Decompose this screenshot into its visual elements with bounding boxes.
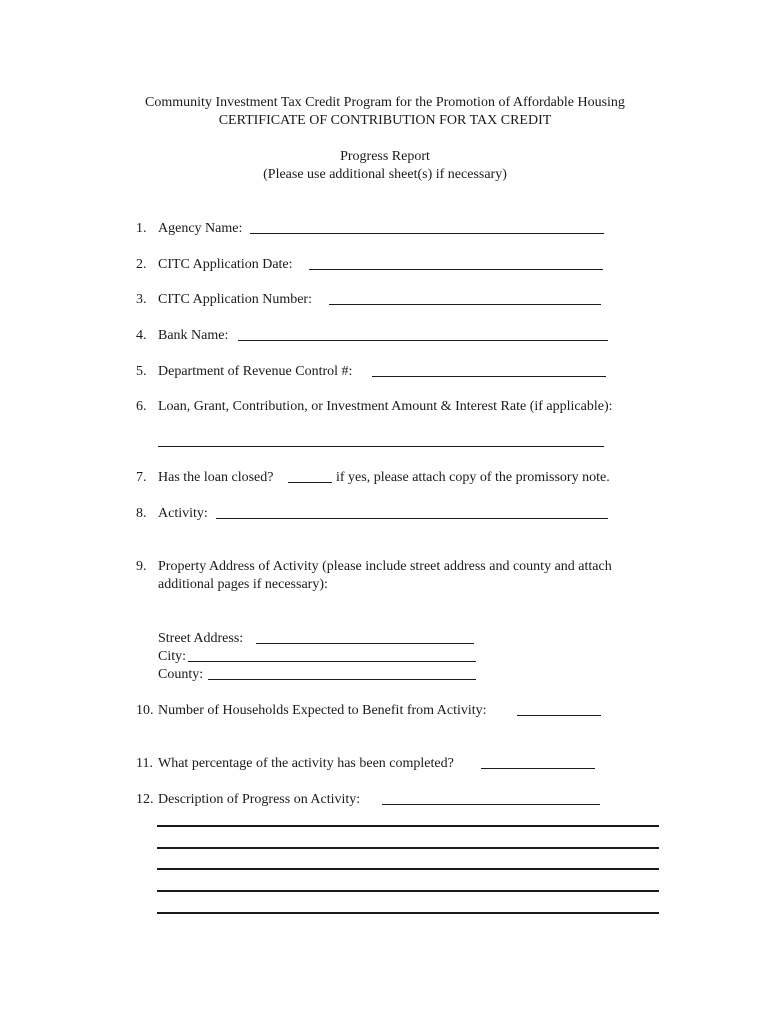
street-address-field[interactable] — [256, 643, 474, 644]
item-number-7: 7. — [136, 470, 147, 485]
county-label: County: — [158, 667, 204, 682]
citc-application-date-field[interactable] — [309, 269, 603, 270]
progress-description-line-1[interactable] — [157, 825, 659, 827]
progress-description-field[interactable] — [382, 804, 600, 805]
amount-interest-field[interactable] — [158, 446, 604, 447]
amount-interest-label: Loan, Grant, Contribution, or Investment Amount & Interest Rate (if applicable): — [158, 399, 613, 414]
loan-closed-field[interactable] — [288, 482, 332, 483]
percent-completed-label: What percentage of the activity has been completed? — [158, 756, 454, 771]
property-address-label: Property Address of Activity (please include street address and county and attach — [158, 559, 612, 574]
activity-field[interactable] — [216, 518, 608, 519]
item-number-4: 4. — [136, 328, 147, 343]
progress-description-line-2[interactable] — [157, 847, 659, 849]
item-number-8: 8. — [136, 506, 147, 521]
loan-closed-instruction: if yes, please attach copy of the promissory note. — [336, 470, 610, 485]
property-address-label-cont: additional pages if necessary): — [158, 577, 328, 592]
revenue-control-field[interactable] — [372, 376, 606, 377]
item-number-5: 5. — [136, 364, 147, 379]
program-title: Community Investment Tax Credit Program for the Promotion of Affordable Housing — [145, 95, 625, 110]
citc-application-number-field[interactable] — [329, 304, 601, 305]
agency-name-field[interactable] — [250, 233, 604, 234]
bank-name-label: Bank Name: — [158, 328, 229, 343]
citc-application-date-label: CITC Application Date: — [158, 257, 293, 272]
percent-completed-field[interactable] — [481, 768, 595, 769]
item-number-6: 6. — [136, 399, 147, 414]
activity-label: Activity: — [158, 506, 208, 521]
progress-description-line-5[interactable] — [157, 912, 659, 914]
county-field[interactable] — [208, 679, 476, 680]
item-number-9: 9. — [136, 559, 147, 574]
progress-description-line-3[interactable] — [157, 868, 659, 870]
households-field[interactable] — [517, 715, 601, 716]
item-number-2: 2. — [136, 257, 147, 272]
city-label: City: — [158, 649, 187, 664]
report-note: (Please use additional sheet(s) if necessary) — [263, 167, 507, 182]
item-number-3: 3. — [136, 292, 147, 307]
street-address-label: Street Address: — [158, 631, 244, 646]
item-number-11: 11. — [136, 756, 153, 771]
agency-name-label: Agency Name: — [158, 221, 243, 236]
households-label: Number of Households Expected to Benefit from Activity: — [158, 703, 487, 718]
revenue-control-label: Department of Revenue Control #: — [158, 364, 353, 379]
item-number-12: 12. — [136, 792, 154, 807]
city-field[interactable] — [188, 661, 476, 662]
report-title: Progress Report — [340, 149, 430, 164]
certificate-title: CERTIFICATE OF CONTRIBUTION FOR TAX CREDIT — [218, 113, 552, 128]
citc-application-number-label: CITC Application Number: — [158, 292, 312, 307]
bank-name-field[interactable] — [238, 340, 608, 341]
progress-description-line-4[interactable] — [157, 890, 659, 892]
loan-closed-label: Has the loan closed? — [158, 470, 274, 485]
item-number-1: 1. — [136, 221, 147, 236]
progress-description-label: Description of Progress on Activity: — [158, 792, 361, 807]
item-number-10: 10. — [136, 703, 154, 718]
